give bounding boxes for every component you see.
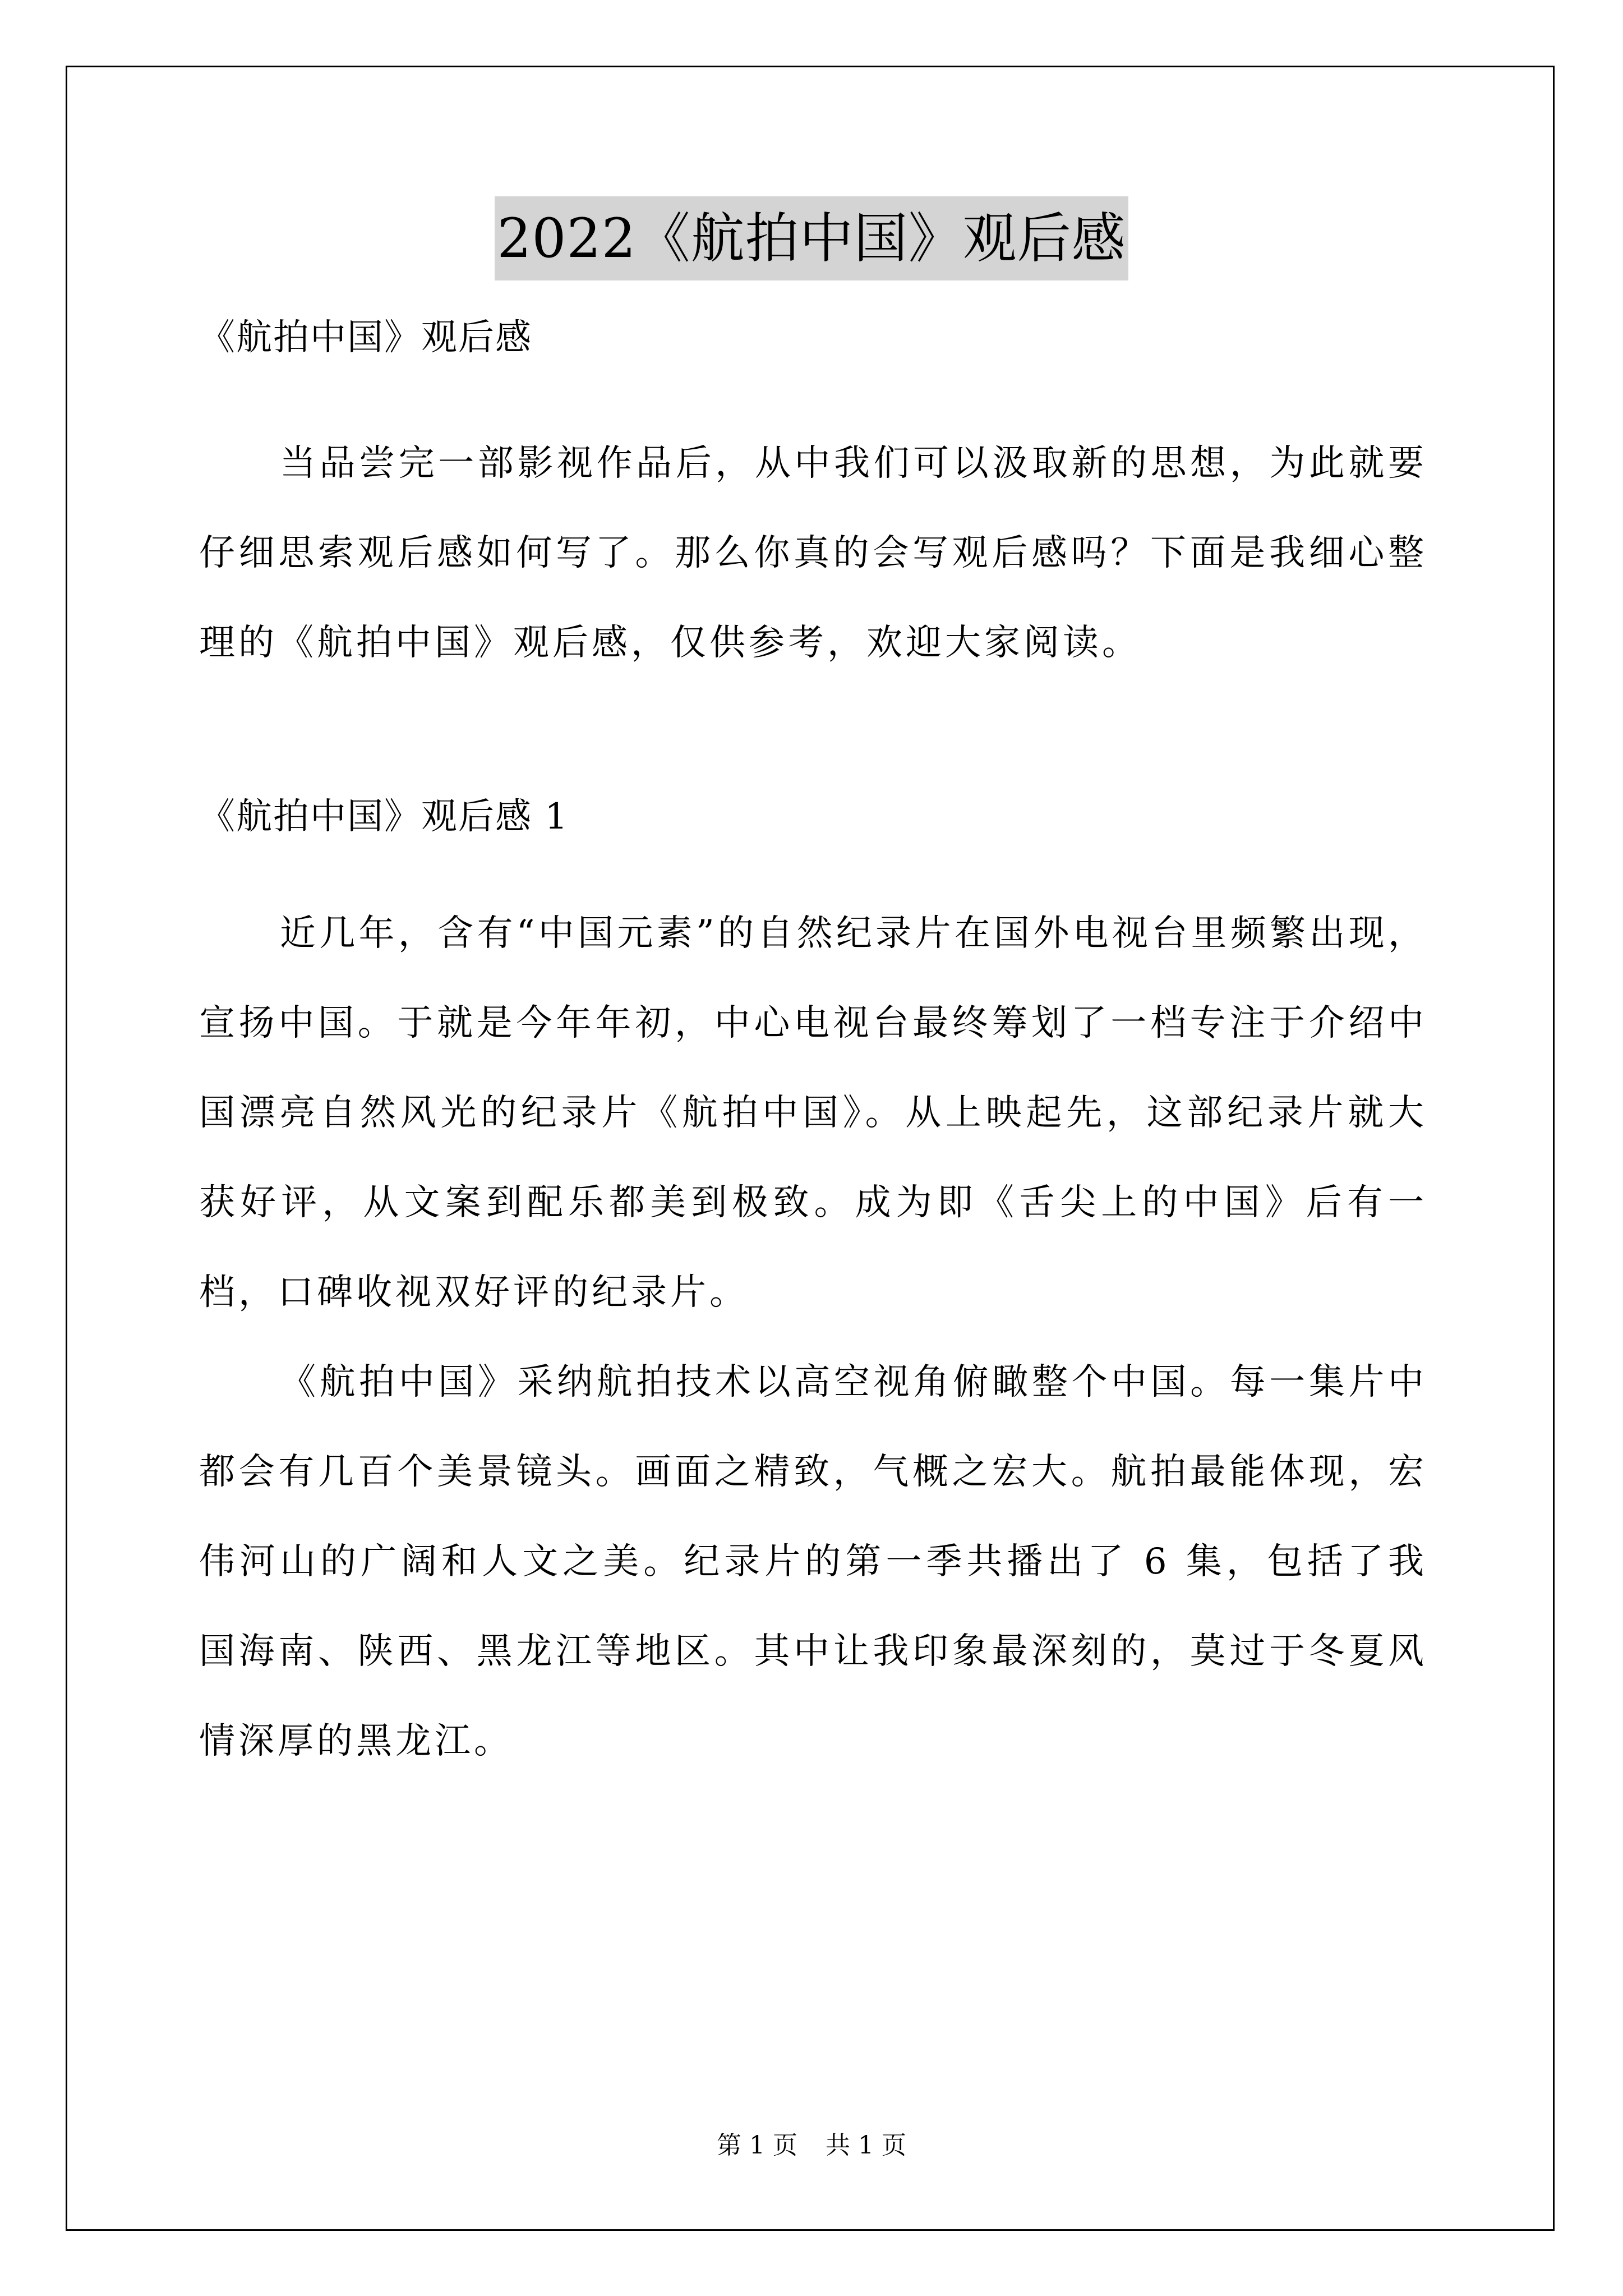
page-number: 第 1 页 bbox=[717, 2131, 797, 2160]
intro-paragraph: 当品尝完一部影视作品后，从中我们可以汲取新的思想，为此就要仔细思索观后感如何写了。那么你真的会写观后感吗？下面是我细心整理的《航拍中国》观后感，仅供参考，欢迎大家阅读。 bbox=[199, 443, 1427, 664]
section-heading: 《航拍中国》观后感 1 bbox=[199, 796, 569, 838]
document-body bbox=[199, 309, 1427, 1786]
spacer bbox=[199, 367, 1427, 418]
body-paragraph: 《航拍中国》采纳航拍技术以高空视角俯瞰整个中国。每一集片中都会有几百个美景镜头。画面之精致，气概之宏大。航拍最能体现，宏伟河山的广阔和人文之美。纪录片的第一季共播出了 6 集，包括了我国海南、陕西、黑龙江等地区。其中让我印象最深刻的，莫过于冬夏风情深厚的黑龙江。 bbox=[199, 1361, 1427, 1762]
spacer bbox=[199, 846, 1427, 889]
page-total: 共 1 页 bbox=[826, 2131, 906, 2160]
spacer bbox=[199, 688, 1427, 788]
title-container bbox=[0, 196, 1623, 280]
page-footer bbox=[0, 2129, 1623, 2162]
body-paragraph: 近几年，含有“中国元素”的自然纪录片在国外电视台里频繁出现，宣扬中国。于就是今年年初，中心电视台最终筹划了一档专注于介绍中国漂亮自然风光的纪录片《航拍中国》。从上映起先，这部纪录片就大获好评，从文案到配乐都美到极致。成为即《舌尖上的中国》后有一档，口碑收视双好评的纪录片。 bbox=[199, 913, 1427, 1313]
document-title: 2022《航拍中国》观后感 bbox=[495, 196, 1128, 280]
intro-heading: 《航拍中国》观后感 bbox=[199, 317, 532, 358]
